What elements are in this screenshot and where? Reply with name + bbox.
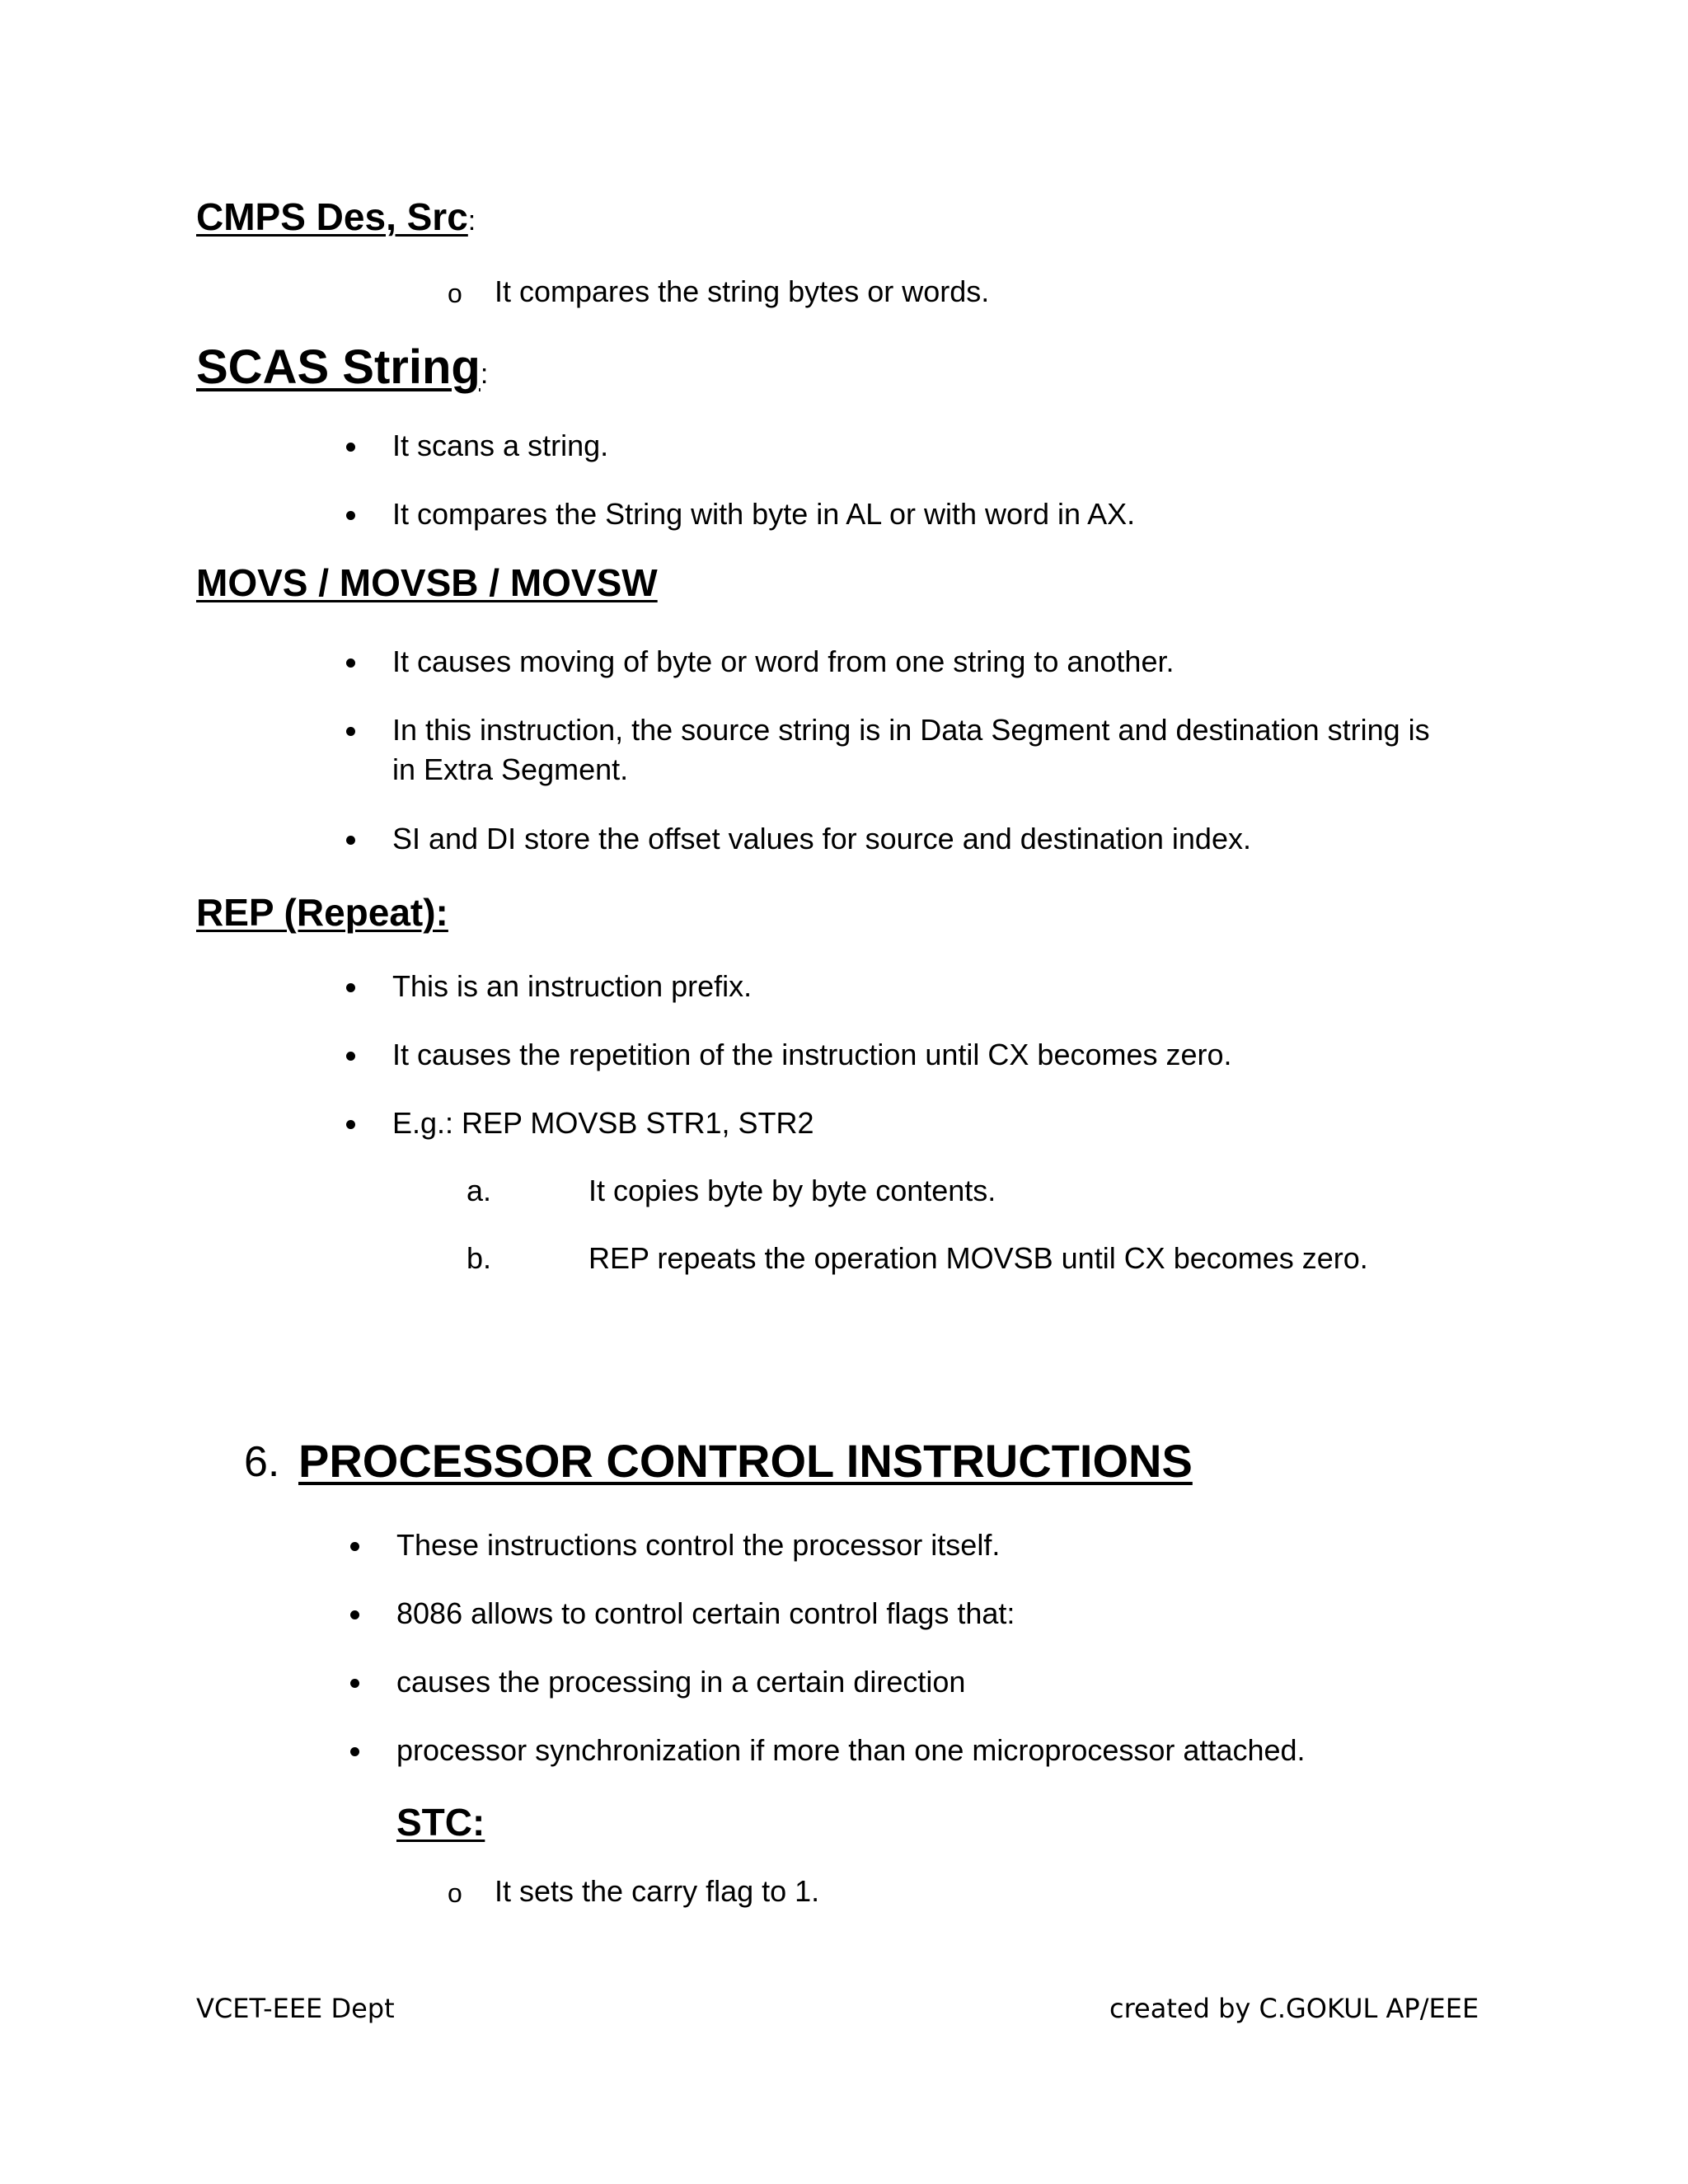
movs-heading: MOVS / MOVSB / MOVSW (196, 561, 658, 604)
scas-heading-colon: : (480, 359, 489, 390)
section-heading: PROCESSOR CONTROL INSTRUCTIONS (298, 1435, 1193, 1487)
bullet-dot (346, 836, 355, 845)
scas-item-2: It compares the String with byte in AL or with word in AX. (392, 497, 1136, 531)
rep-item-2: It causes the repetition of the instruction until CX becomes zero. (392, 1038, 1232, 1071)
rep-sub-item-b: REP repeats the operation MOVSB until CX becomes zero. (588, 1241, 1368, 1275)
bullet-dot (346, 727, 355, 736)
stc-heading: STC: (396, 1801, 485, 1844)
circle-bullet: o (448, 1878, 462, 1908)
bullet-dot (346, 443, 355, 452)
rep-sub-item-a: It copies byte by byte contents. (588, 1174, 996, 1207)
movs-item-2-line-2: in Extra Segment. (392, 752, 629, 786)
cmps-heading (196, 194, 476, 239)
section6-item-1: These instructions control the processor itself. (396, 1528, 1001, 1562)
section-number: 6. (244, 1438, 280, 1486)
rep-item-1: This is an instruction prefix. (392, 969, 753, 1003)
scas-heading-text: SCAS String (196, 340, 481, 394)
bullet-dot (346, 658, 355, 668)
footer-right: created by C.GOKUL AP/EEE (1109, 1993, 1479, 2024)
movs-item-3: SI and DI store the offset values for source and destination index. (392, 822, 1251, 855)
rep-sub-marker-a: a. (467, 1174, 492, 1207)
stc-item-1: It sets the carry flag to 1. (495, 1874, 820, 1908)
bullet-dot (346, 983, 355, 992)
section6-item-3: causes the processing in a certain direction (396, 1665, 966, 1699)
bullet-dot (346, 1052, 355, 1061)
circle-bullet: o (448, 279, 462, 308)
section6-item-4: processor synchronization if more than one microprocessor attached. (396, 1733, 1306, 1767)
rep-item-3: E.g.: REP MOVSB STR1, STR2 (392, 1106, 814, 1140)
bullet-dot (350, 1679, 359, 1688)
cmps-heading-colon: : (467, 205, 476, 237)
scas-item-1: It scans a string. (392, 429, 609, 462)
bullet-dot (350, 1610, 359, 1619)
rep-sub-marker-b: b. (467, 1241, 492, 1275)
footer-left: VCET-EEE Dept (196, 1993, 395, 2024)
rep-heading: REP (Repeat): (196, 891, 448, 934)
bullet-dot (350, 1747, 359, 1756)
cmps-heading-text: CMPS Des, Src (196, 195, 468, 238)
section6-item-2: 8086 allows to control certain control flags that: (396, 1596, 1015, 1630)
scas-heading (196, 340, 488, 395)
bullet-dot (350, 1542, 359, 1551)
bullet-dot (346, 511, 355, 520)
cmps-item-1: It compares the string bytes or words. (495, 274, 990, 308)
bullet-dot (346, 1120, 355, 1129)
movs-item-2-line-1: In this instruction, the source string is in Data Segment and destination string is (392, 713, 1430, 747)
movs-item-1: It causes moving of byte or word from one string to another. (392, 644, 1175, 678)
